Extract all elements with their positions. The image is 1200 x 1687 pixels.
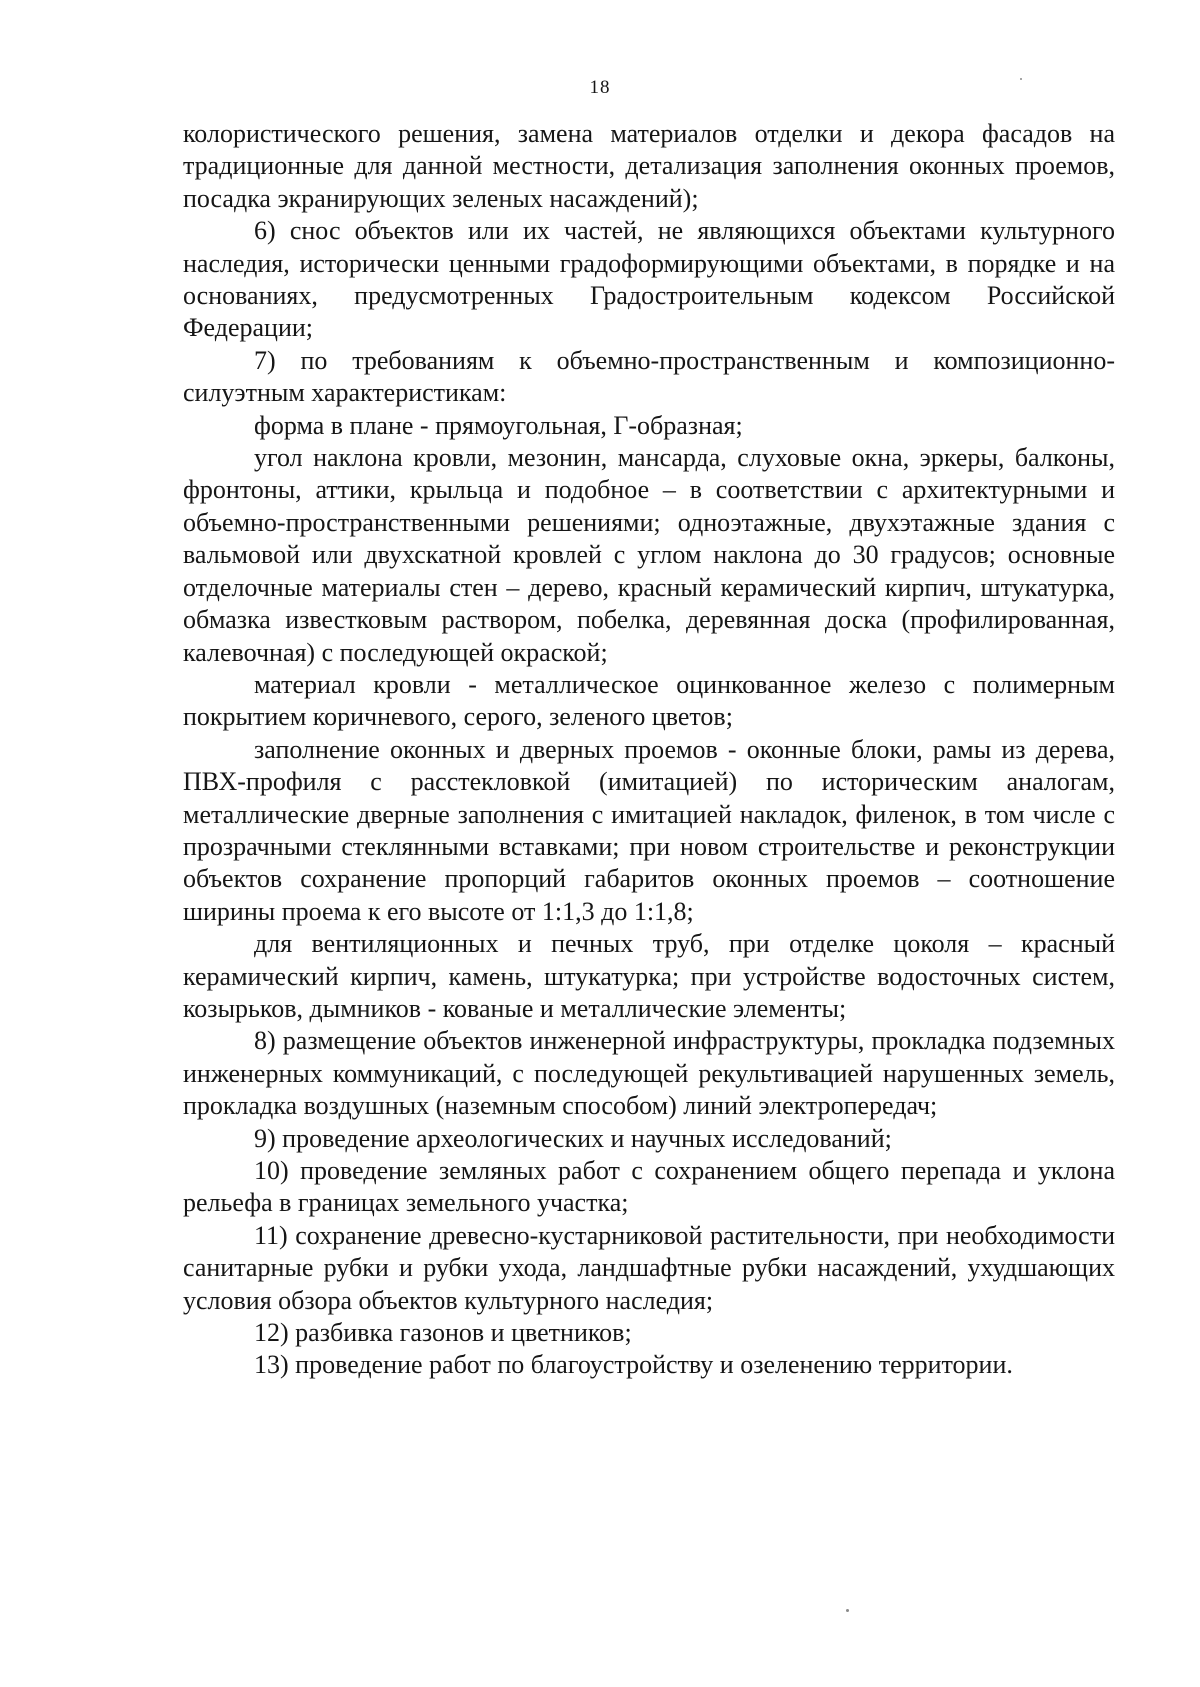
paragraph-item-7: 7) по требованиям к объемно-пространственным и композиционно-силуэтным характеристикам: — [183, 345, 1115, 408]
paragraph-item-12: 12) разбивка газонов и цветников; — [254, 1318, 632, 1348]
scan-speck — [846, 1609, 849, 1612]
paragraph-roof-material: материал кровли - металлическое оцинкованное железо с полимерным покрытием коричневого, серого, зеленого цветов; — [183, 669, 1115, 732]
paragraph-ventilation-pipes: для вентиляционных и печных труб, при отделке цоколя – красный керамический кирпич, камень, штукатурка; при устройстве водосточных систем, козырьков, дымников - кованые и металлические элементы; — [183, 929, 1115, 1023]
document-body — [183, 118, 1115, 1382]
paragraph-item-13: 13) проведение работ по благоустройству и озеленению территории. — [254, 1350, 1013, 1380]
paragraph-window-door-fill: заполнение оконных и дверных проемов - оконные блоки, рамы из дерева, ПВХ-профиля с расстекловкой (имитацией) по историческим аналогам, металлические дверные заполнения с имитацией накладок, филенок, в том числе с прозрачными стеклянными вставками; при новом строительстве и реконструкции объектов сохранение пропорций габаритов оконных проемов – соотношение ширины проема к его высоте от 1:1,3 до 1:1,8; — [183, 734, 1115, 926]
paragraph-item-11: 11) сохранение древесно-кустарниковой растительности, при необходимости санитарные рубки и рубки ухода, ландшафтные рубки насаждений, ухудшающих условия обзора объектов культурного наследия; — [183, 1220, 1115, 1315]
paragraph-plan-shape: форма в плане - прямоугольная, Г-образная; — [254, 410, 743, 440]
page-number: 18 — [589, 77, 611, 98]
paragraph-item-10: 10) проведение земляных работ с сохранением общего перепада и уклона рельефа в границах земельного участка; — [183, 1156, 1115, 1218]
paragraph-item-6: 6) снос объектов или их частей, не являющихся объектами культурного наследия, исторически ценными градоформирующими объектами, в порядке и на основаниях, предусмотренных Градостроительным кодексом Российской Федерации; — [183, 216, 1115, 343]
scan-speck — [1020, 78, 1022, 80]
paragraph-item-8: 8) размещение объектов инженерной инфраструктуры, прокладка подземных инженерных коммуникаций, с последующей рекультивацией нарушенных земель, прокладка воздушных (наземным способом) линий электропередач; — [183, 1026, 1115, 1121]
paragraph-roof-slope: угол наклона кровли, мезонин, мансарда, слуховые окна, эркеры, балконы, фронтоны, аттики, крыльца и подобное – в соответствии с архитектурными и объемно-пространственными решениями; одноэтажные, двухэтажные здания с вальмовой или двухскатной кровлей с углом наклона до 30 градусов; основные отделочные материалы стен – дерево, красный керамический кирпич, штукатурка, обмазка известковым раствором, побелка, деревянная доска (профилированная, калевочная) с последующей окраской; — [183, 443, 1115, 667]
paragraph-item-9: 9) проведение археологических и научных исследований; — [254, 1123, 892, 1153]
paragraph-continuation: колористического решения, замена материалов отделки и декора фасадов на традиционные для данной местности, детализация заполнения оконных проемов, посадка экранирующих зеленых насаждений); — [183, 119, 1115, 213]
